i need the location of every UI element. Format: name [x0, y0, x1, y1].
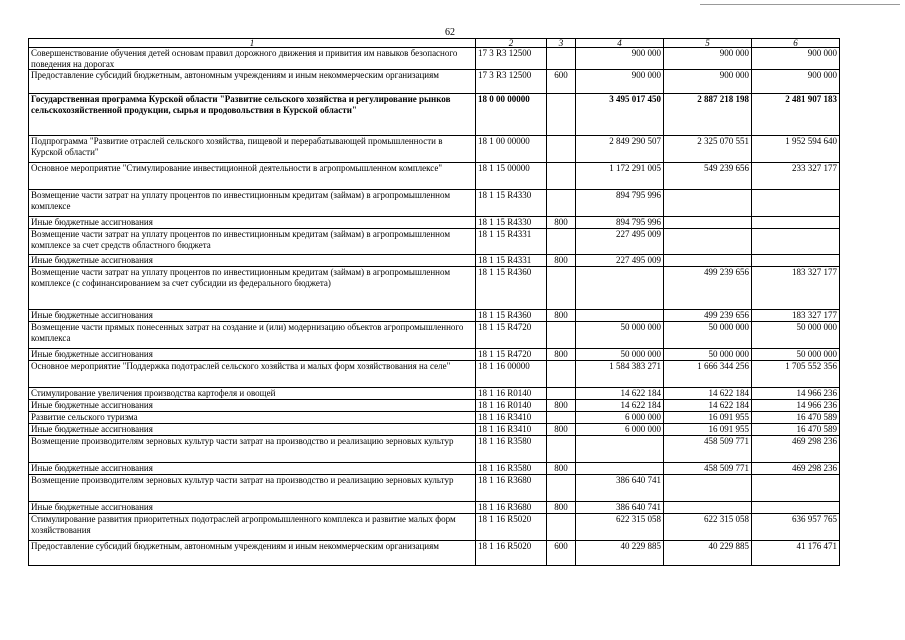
budget-code: 18 1 16 00000 — [476, 361, 547, 388]
expense-type-code — [547, 475, 576, 502]
expense-type-code — [547, 163, 576, 190]
item-name: Иные бюджетные ассигнования — [29, 255, 476, 267]
amount-col-4: 900 000 — [576, 70, 664, 94]
item-name: Стимулирование увеличения производства картофеля и овощей — [29, 388, 476, 400]
budget-code: 17 3 R3 12500 — [476, 48, 547, 70]
budget-code: 18 1 16 R5020 — [476, 541, 547, 566]
budget-code: 17 3 R3 12500 — [476, 70, 547, 94]
amount-col-6: 900 000 — [752, 48, 840, 70]
table-row — [29, 310, 840, 322]
item-name: Предоставление субсидий бюджетным, автономным учреждениям и иным некоммерческим организациям — [29, 70, 476, 94]
table-row — [29, 217, 840, 229]
expense-type-code — [547, 361, 576, 388]
item-name: Иные бюджетные ассигнования — [29, 502, 476, 514]
amount-col-5: 458 509 771 — [664, 436, 752, 463]
expense-type-code — [547, 48, 576, 70]
amount-col-5 — [664, 190, 752, 217]
amount-col-5: 499 239 656 — [664, 310, 752, 322]
budget-code: 18 1 16 R5020 — [476, 514, 547, 541]
amount-col-6: 50 000 000 — [752, 322, 840, 349]
table-row — [29, 400, 840, 412]
column-number: 2 — [476, 39, 547, 48]
amount-col-4: 1 584 383 271 — [576, 361, 664, 388]
amount-col-6 — [752, 217, 840, 229]
budget-code: 18 1 16 R3580 — [476, 463, 547, 475]
expense-type-code: 800 — [547, 255, 576, 267]
table-row — [29, 514, 840, 541]
budget-code: 18 1 16 R0140 — [476, 400, 547, 412]
table-row — [29, 412, 840, 424]
table-row — [29, 349, 840, 361]
table-row — [29, 361, 840, 388]
amount-col-4: 1 172 291 005 — [576, 163, 664, 190]
expense-type-code — [547, 94, 576, 136]
amount-col-6: 50 000 000 — [752, 349, 840, 361]
amount-col-6 — [752, 255, 840, 267]
amount-col-6: 1 705 552 356 — [752, 361, 840, 388]
amount-col-5: 499 239 656 — [664, 267, 752, 310]
budget-code: 18 1 15 00000 — [476, 163, 547, 190]
item-name: Основное мероприятие "Стимулирование инвестиционной деятельности в агропромышленном комплексе" — [29, 163, 476, 190]
table-row — [29, 463, 840, 475]
table-row — [29, 541, 840, 566]
column-number: 3 — [547, 39, 576, 48]
item-name: Иные бюджетные ассигнования — [29, 310, 476, 322]
item-name: Иные бюджетные ассигнования — [29, 463, 476, 475]
amount-col-4: 14 622 184 — [576, 388, 664, 400]
budget-code: 18 1 16 R3410 — [476, 424, 547, 436]
page-number: 62 — [445, 27, 455, 38]
amount-col-6: 469 298 236 — [752, 436, 840, 463]
item-name: Иные бюджетные ассигнования — [29, 400, 476, 412]
amount-col-6 — [752, 190, 840, 217]
amount-col-5 — [664, 229, 752, 255]
expense-type-code: 600 — [547, 70, 576, 94]
budget-code: 18 1 15 R4720 — [476, 322, 547, 349]
table-row — [29, 424, 840, 436]
item-name: Возмещение части затрат на уплату процентов по инвестиционным кредитам (займам) в агропромышленном комплексе за счет средств областного бюджета — [29, 229, 476, 255]
amount-col-4: 2 849 290 507 — [576, 136, 664, 163]
amount-col-5: 40 229 885 — [664, 541, 752, 566]
amount-col-4: 894 795 996 — [576, 190, 664, 217]
table-row — [29, 94, 840, 136]
amount-col-5: 16 091 955 — [664, 412, 752, 424]
amount-col-4: 227 495 009 — [576, 255, 664, 267]
amount-col-6: 1 952 594 640 — [752, 136, 840, 163]
budget-code: 18 1 00 00000 — [476, 136, 547, 163]
expense-type-code — [547, 514, 576, 541]
table-row — [29, 436, 840, 463]
amount-col-5: 16 091 955 — [664, 424, 752, 436]
table-row — [29, 502, 840, 514]
amount-col-4: 6 000 000 — [576, 424, 664, 436]
expense-type-code — [547, 436, 576, 463]
table-row — [29, 163, 840, 190]
table-row — [29, 70, 840, 94]
amount-col-4: 50 000 000 — [576, 349, 664, 361]
item-name: Основное мероприятие "Поддержка подотраслей сельского хозяйства и малых форм хозяйствования на селе" — [29, 361, 476, 388]
amount-col-5: 14 622 184 — [664, 388, 752, 400]
item-name: Возмещение производителям зерновых культур части затрат на производство и реализацию зерновых культур — [29, 475, 476, 502]
budget-code: 18 1 15 R4360 — [476, 310, 547, 322]
expense-type-code — [547, 190, 576, 217]
column-number: 4 — [576, 39, 664, 48]
amount-col-6: 183 327 177 — [752, 310, 840, 322]
amount-col-4: 386 640 741 — [576, 475, 664, 502]
expense-type-code: 600 — [547, 541, 576, 566]
amount-col-6: 16 470 589 — [752, 424, 840, 436]
table-row — [29, 136, 840, 163]
amount-col-5: 2 887 218 198 — [664, 94, 752, 136]
amount-col-4: 227 495 009 — [576, 229, 664, 255]
amount-col-4: 14 622 184 — [576, 400, 664, 412]
budget-code: 18 1 15 R4720 — [476, 349, 547, 361]
expense-type-code — [547, 267, 576, 310]
amount-col-5 — [664, 217, 752, 229]
amount-col-4 — [576, 310, 664, 322]
item-name: Совершенствование обучения детей основам правил дорожного движения и привития им навыков безопасного поведения на дорогах — [29, 48, 476, 70]
item-name: Стимулирование развития приоритетных подотраслей агропромышленного комплекса и развитие малых форм хозяйствования — [29, 514, 476, 541]
amount-col-4: 40 229 885 — [576, 541, 664, 566]
budget-code: 18 1 16 R3580 — [476, 436, 547, 463]
amount-col-5: 900 000 — [664, 70, 752, 94]
budget-code: 18 0 00 00000 — [476, 94, 547, 136]
expense-type-code: 800 — [547, 424, 576, 436]
amount-col-4: 3 495 017 450 — [576, 94, 664, 136]
expense-type-code: 800 — [547, 310, 576, 322]
amount-col-6: 16 470 589 — [752, 412, 840, 424]
amount-col-6: 2 481 907 183 — [752, 94, 840, 136]
amount-col-6: 233 327 177 — [752, 163, 840, 190]
item-name: Возмещение части затрат на уплату процентов по инвестиционным кредитам (займам) в агропромышленном комплексе (с софинансированием за счет субсидии из федерального бюджета) — [29, 267, 476, 310]
amount-col-6: 183 327 177 — [752, 267, 840, 310]
item-name: Государственная программа Курской области "Развитие сельского хозяйства и регулирование рынков сельскохозяйственной продукции, сырья и продовольствия в Курской области" — [29, 94, 476, 136]
budget-code: 18 1 16 R0140 — [476, 388, 547, 400]
amount-col-4: 894 795 996 — [576, 217, 664, 229]
amount-col-6: 469 298 236 — [752, 463, 840, 475]
table-row — [29, 475, 840, 502]
column-number: 6 — [752, 39, 840, 48]
amount-col-4: 900 000 — [576, 48, 664, 70]
budget-code: 18 1 16 R3680 — [476, 475, 547, 502]
table-row — [29, 190, 840, 217]
amount-col-5: 50 000 000 — [664, 322, 752, 349]
amount-col-4: 50 000 000 — [576, 322, 664, 349]
budget-code: 18 1 15 R4360 — [476, 267, 547, 310]
item-name: Иные бюджетные ассигнования — [29, 349, 476, 361]
amount-col-5: 549 239 656 — [664, 163, 752, 190]
amount-col-6 — [752, 502, 840, 514]
item-name: Возмещение производителям зерновых культур части затрат на производство и реализацию зерновых культур — [29, 436, 476, 463]
amount-col-5: 622 315 058 — [664, 514, 752, 541]
amount-col-4: 622 315 058 — [576, 514, 664, 541]
column-number: 1 — [29, 39, 476, 48]
expense-type-code — [547, 322, 576, 349]
expense-type-code — [547, 229, 576, 255]
amount-col-5 — [664, 502, 752, 514]
expense-type-code: 800 — [547, 217, 576, 229]
column-number-row — [29, 39, 840, 48]
amount-col-5: 1 666 344 256 — [664, 361, 752, 388]
amount-col-5: 2 325 070 551 — [664, 136, 752, 163]
amount-col-6: 14 966 236 — [752, 388, 840, 400]
amount-col-6: 900 000 — [752, 70, 840, 94]
amount-col-6: 636 957 765 — [752, 514, 840, 541]
budget-code: 18 1 15 R4331 — [476, 229, 547, 255]
table-row — [29, 267, 840, 310]
amount-col-5 — [664, 255, 752, 267]
amount-col-6: 14 966 236 — [752, 400, 840, 412]
item-name: Возмещение части прямых понесенных затрат на создание и (или) модернизацию объектов агропромышленного комплекса — [29, 322, 476, 349]
table-row — [29, 388, 840, 400]
expense-type-code: 800 — [547, 502, 576, 514]
budget-code: 18 1 15 R4330 — [476, 217, 547, 229]
table-row — [29, 229, 840, 255]
amount-col-4 — [576, 436, 664, 463]
expense-type-code: 800 — [547, 463, 576, 475]
item-name: Иные бюджетные ассигнования — [29, 424, 476, 436]
amount-col-4 — [576, 463, 664, 475]
amount-col-5: 50 000 000 — [664, 349, 752, 361]
table-row — [29, 322, 840, 349]
item-name: Развитие сельского туризма — [29, 412, 476, 424]
table-row — [29, 48, 840, 70]
table-row — [29, 255, 840, 267]
budget-code: 18 1 16 R3680 — [476, 502, 547, 514]
budget-code: 18 1 16 R3410 — [476, 412, 547, 424]
amount-col-5 — [664, 475, 752, 502]
amount-col-5: 14 622 184 — [664, 400, 752, 412]
amount-col-4: 6 000 000 — [576, 412, 664, 424]
top-rule — [700, 4, 900, 5]
amount-col-5: 900 000 — [664, 48, 752, 70]
item-name: Возмещение части затрат на уплату процентов по инвестиционным кредитам (займам) в агропромышленном комплексе — [29, 190, 476, 217]
amount-col-4: 386 640 741 — [576, 502, 664, 514]
expense-type-code — [547, 412, 576, 424]
expense-type-code: 800 — [547, 400, 576, 412]
expense-type-code — [547, 136, 576, 163]
expense-type-code — [547, 388, 576, 400]
item-name: Предоставление субсидий бюджетным, автономным учреждениям и иным некоммерческим организациям — [29, 541, 476, 566]
item-name: Иные бюджетные ассигнования — [29, 217, 476, 229]
amount-col-6: 41 176 471 — [752, 541, 840, 566]
amount-col-6 — [752, 475, 840, 502]
amount-col-6 — [752, 229, 840, 255]
column-number: 5 — [664, 39, 752, 48]
amount-col-4 — [576, 267, 664, 310]
item-name: Подпрограмма "Развитие отраслей сельского хозяйства, пищевой и перерабатывающей промышленности в Курской области" — [29, 136, 476, 163]
budget-table — [28, 38, 840, 566]
budget-code: 18 1 15 R4330 — [476, 190, 547, 217]
amount-col-5: 458 509 771 — [664, 463, 752, 475]
budget-code: 18 1 15 R4331 — [476, 255, 547, 267]
expense-type-code: 800 — [547, 349, 576, 361]
